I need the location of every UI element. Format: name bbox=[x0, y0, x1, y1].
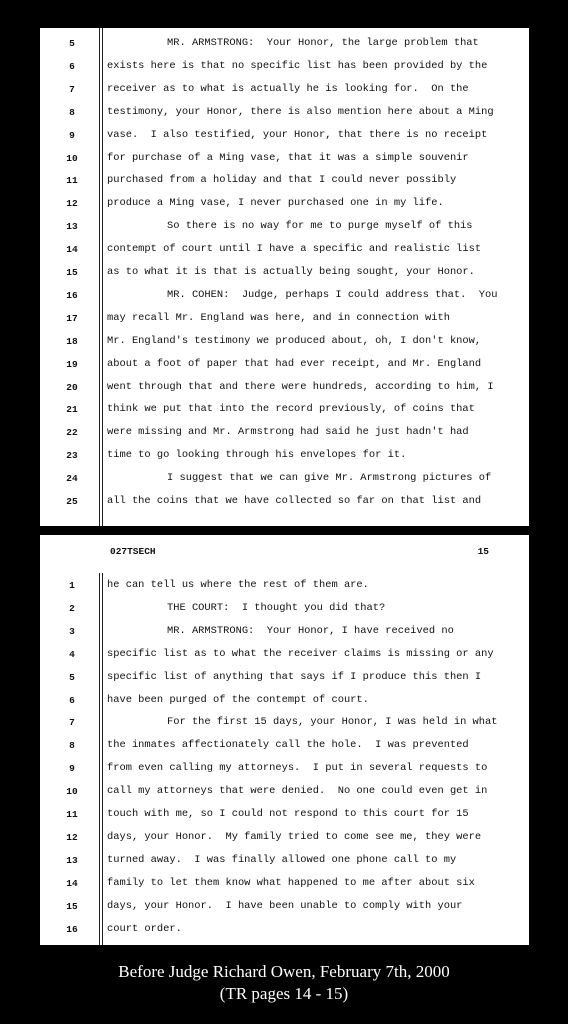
line-number: 10 bbox=[66, 152, 78, 164]
transcript-line bbox=[40, 169, 529, 192]
line-text: call my attorneys that were denied. No one could even get in bbox=[107, 785, 488, 798]
line-number: 12 bbox=[66, 831, 78, 843]
line-number: 20 bbox=[66, 381, 78, 393]
transcript-line bbox=[40, 757, 529, 780]
transcript-line bbox=[40, 215, 529, 238]
line-number: 3 bbox=[69, 625, 75, 637]
line-number: 21 bbox=[66, 404, 78, 416]
line-text: I suggest that we can give Mr. Armstrong pictures of bbox=[167, 472, 492, 485]
line-text: went through that and there were hundreds, according to him, I bbox=[107, 380, 494, 393]
line-text: touch with me, so I could not respond to this court for 15 bbox=[107, 808, 469, 820]
line-text: MR. ARMSTRONG: Your Honor, the large problem that bbox=[167, 37, 479, 49]
line-number: 8 bbox=[69, 106, 75, 118]
line-number: 7 bbox=[69, 83, 75, 95]
line-text: days, your Honor. I have been unable to comply with your bbox=[107, 899, 463, 912]
transcript-line bbox=[40, 444, 529, 467]
line-number: 10 bbox=[66, 786, 78, 798]
line-text: all the coins that we have collected so far on that list and bbox=[107, 495, 482, 507]
line-text: he can tell us where the rest of them are. bbox=[107, 579, 369, 591]
line-number: 14 bbox=[66, 244, 78, 256]
line-number: 6 bbox=[69, 694, 75, 706]
transcript-line bbox=[40, 620, 529, 643]
transcript-line bbox=[40, 124, 529, 147]
line-text: THE COURT: I thought you did that? bbox=[167, 601, 386, 614]
line-text: the inmates affectionately call the hole. I was prevented bbox=[107, 739, 469, 752]
line-number: 9 bbox=[69, 129, 75, 141]
line-text: turned away. I was finally allowed one phone call to my bbox=[107, 853, 457, 866]
line-text: receiver as to what is actually he is looking for. On the bbox=[107, 82, 469, 95]
transcript-line bbox=[40, 666, 529, 689]
line-number: 24 bbox=[66, 473, 78, 485]
line-text: specific list as to what the receiver claims is missing or any bbox=[107, 647, 494, 660]
line-text: for purchase of a Ming vase, that it was a simple souvenir bbox=[107, 151, 469, 164]
line-number: 12 bbox=[66, 198, 78, 210]
transcript-line bbox=[40, 849, 529, 872]
line-number: 14 bbox=[66, 877, 78, 889]
line-number: 15 bbox=[66, 900, 78, 912]
transcript-line bbox=[40, 284, 529, 307]
transcript-line bbox=[40, 421, 529, 444]
line-number: 8 bbox=[69, 740, 75, 752]
transcript-line bbox=[40, 711, 529, 734]
line-text: as to what it is that is actually being sought, your Honor. bbox=[107, 266, 475, 278]
line-text: Mr. England's testimony we produced about, oh, I don't know, bbox=[107, 334, 482, 347]
line-number: 16 bbox=[66, 289, 78, 301]
line-number: 6 bbox=[69, 60, 75, 72]
line-text: about a foot of paper that had ever receipt, and Mr. England bbox=[107, 357, 482, 370]
line-text: court order. bbox=[107, 922, 182, 935]
transcript-line bbox=[40, 238, 529, 261]
line-text: contempt of court until I have a specific and realistic list bbox=[107, 243, 482, 256]
transcript-line bbox=[40, 574, 529, 597]
line-number: 2 bbox=[69, 602, 75, 614]
transcript-page-14 bbox=[40, 28, 529, 526]
line-text: specific list of anything that says if I produce this then I bbox=[107, 670, 482, 683]
transcript-line bbox=[40, 597, 529, 620]
line-number: 5 bbox=[69, 38, 75, 49]
line-text: purchased from a holiday and that I could never possibly bbox=[107, 174, 457, 187]
transcript-line bbox=[40, 55, 529, 78]
transcript-line bbox=[40, 353, 529, 376]
line-number: 18 bbox=[66, 335, 78, 347]
caption-title: Before Judge Richard Owen, February 7th, 2000 bbox=[118, 962, 450, 981]
transcript-line bbox=[40, 803, 529, 826]
transcript-line bbox=[40, 734, 529, 757]
transcript-line bbox=[40, 330, 529, 353]
caption bbox=[0, 961, 568, 1005]
transcript-line bbox=[40, 467, 529, 490]
transcript-line bbox=[40, 918, 529, 941]
line-number: 7 bbox=[69, 717, 75, 729]
transcript-line bbox=[40, 147, 529, 170]
line-text: For the first 15 days, your Honor, I was held in what bbox=[167, 716, 498, 729]
line-text: testimony, your Honor, there is also mention here about a Ming bbox=[107, 105, 494, 118]
line-text: days, your Honor. My family tried to come see me, they were bbox=[107, 830, 482, 843]
line-text: time to go looking through his envelopes for it. bbox=[107, 449, 407, 462]
line-text: from even calling my attorneys. I put in several requests to bbox=[107, 762, 488, 775]
line-text: MR. COHEN: Judge, perhaps I could address that. You bbox=[167, 288, 498, 301]
line-number: 13 bbox=[66, 221, 78, 233]
line-number: 9 bbox=[69, 763, 75, 775]
transcript-line bbox=[40, 307, 529, 330]
line-text: think we put that into the record previously, of coins that bbox=[107, 403, 475, 416]
transcript-line bbox=[40, 895, 529, 918]
transcript-line bbox=[40, 78, 529, 101]
line-number: 11 bbox=[66, 175, 78, 187]
line-number: 15 bbox=[66, 267, 78, 278]
transcript-line bbox=[40, 192, 529, 215]
transcript-line bbox=[40, 826, 529, 849]
transcript-line bbox=[40, 376, 529, 399]
transcript-page-15 bbox=[40, 535, 529, 945]
line-text: vase. I also testified, your Honor, that there is no receipt bbox=[107, 128, 488, 141]
line-text: MR. ARMSTRONG: Your Honor, I have received no bbox=[167, 624, 454, 637]
line-text: have been purged of the contempt of court. bbox=[107, 693, 369, 706]
line-text: So there is no way for me to purge myself of this bbox=[167, 220, 473, 233]
line-text: family to let them know what happened to me after about six bbox=[107, 876, 475, 889]
transcript-line bbox=[40, 398, 529, 421]
line-text: exists here is that no specific list has been provided by the bbox=[107, 59, 488, 72]
line-number: 25 bbox=[66, 496, 78, 507]
line-number: 11 bbox=[66, 809, 78, 820]
line-number: 23 bbox=[66, 450, 78, 462]
transcript-line bbox=[40, 32, 529, 55]
transcript-line bbox=[40, 643, 529, 666]
line-number: 17 bbox=[66, 312, 78, 324]
transcript-line bbox=[40, 490, 529, 513]
line-text: may recall Mr. England was here, and in connection with bbox=[107, 311, 450, 324]
transcript-line bbox=[40, 261, 529, 284]
transcript-line bbox=[40, 689, 529, 712]
header-code: 027TSECH bbox=[110, 546, 156, 557]
line-number: 13 bbox=[66, 854, 78, 866]
transcript-line bbox=[40, 780, 529, 803]
transcript-line bbox=[40, 872, 529, 895]
line-number: 16 bbox=[66, 923, 78, 935]
transcript-line bbox=[40, 101, 529, 124]
line-number: 22 bbox=[66, 427, 78, 439]
caption-subtitle: (TR pages 14 - 15) bbox=[219, 984, 349, 1003]
line-number: 5 bbox=[69, 671, 75, 683]
line-number: 19 bbox=[66, 358, 78, 370]
line-number: 4 bbox=[69, 648, 75, 660]
line-text: were missing and Mr. Armstrong had said he just hadn't had bbox=[107, 426, 469, 439]
line-number: 1 bbox=[69, 580, 75, 591]
line-text: produce a Ming vase, I never purchased one in my life. bbox=[107, 197, 444, 210]
page-number: 15 bbox=[477, 546, 489, 557]
